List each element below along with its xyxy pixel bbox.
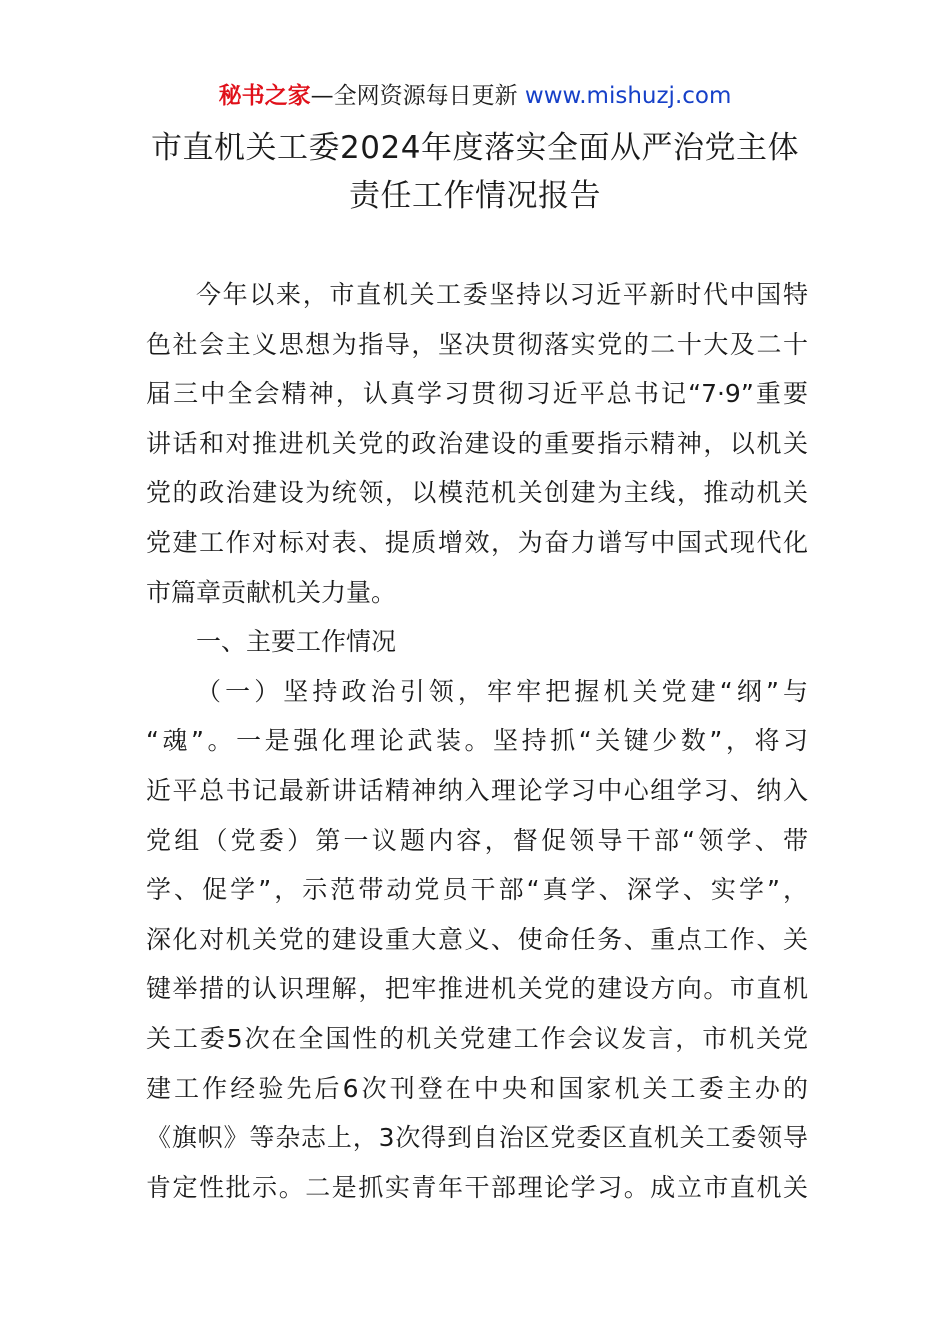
- body-line: 党的政治建设为统领，以模范机关创建为主线，推动机关: [146, 478, 808, 508]
- title-line-2: 责任工作情况报告: [349, 178, 601, 214]
- section-heading: 一、主要工作情况: [196, 627, 397, 657]
- body-line: “魂”。一是强化理论武装。坚持抓“关键少数”，将习: [146, 726, 808, 756]
- body-line: 市篇章贡献机关力量。: [146, 577, 397, 607]
- body-line: 今年以来，市直机关工委坚持以习近平新时代中国特: [196, 280, 808, 309]
- body-line: 建工作经验先后6次刊登在中央和国家机关工委主办的: [146, 1073, 808, 1103]
- brand-name: 秘书之家: [218, 83, 311, 109]
- header-tagline: —全网资源每日更新: [310, 83, 525, 109]
- document-title: [100, 124, 850, 220]
- body-line: 肯定性批示。二是抓实青年干部理论学习。成立市直机关: [146, 1172, 808, 1202]
- watermark-header: [0, 80, 950, 112]
- title-line-1: 市直机关工委2024年度落实全面从严治党主体: [151, 130, 799, 166]
- body-line: 讲话和对推进机关党的政治建设的重要指示精神，以机关: [146, 428, 808, 458]
- body-line: 党建工作对标对表、提质增效，为奋力谱写中国式现代化: [146, 527, 808, 557]
- body-line: 党组（党委）第一议题内容，督促领导干部“领学、带: [146, 825, 808, 855]
- body-line: 色社会主义思想为指导，坚决贯彻落实党的二十大及二十: [146, 329, 808, 359]
- body-line: 近平总书记最新讲话精神纳入理论学习中心组学习、纳入: [146, 775, 808, 805]
- subsection-heading: （一）坚持政治引领，牢牢把握机关党建“纲”与: [196, 676, 808, 706]
- body-line: 深化对机关党的建设重大意义、使命任务、重点工作、关: [146, 924, 808, 954]
- body-line: 届三中全会精神，认真学习贯彻习近平总书记“7·9”重要: [146, 379, 808, 409]
- body-line: 键举措的认识理解，把牢推进机关党的建设方向。市直机: [146, 974, 808, 1004]
- body-line: 《旗帜》等杂志上，3次得到自治区党委区直机关工委领导: [146, 1123, 808, 1153]
- site-url[interactable]: www.mishuzj.com: [524, 83, 732, 109]
- document-body: [146, 270, 808, 1212]
- body-line: 学、促学”，示范带动党员干部“真学、深学、实学”，: [146, 875, 808, 905]
- body-line: 关工委5次在全国性的机关党建工作会议发言，市机关党: [146, 1023, 808, 1053]
